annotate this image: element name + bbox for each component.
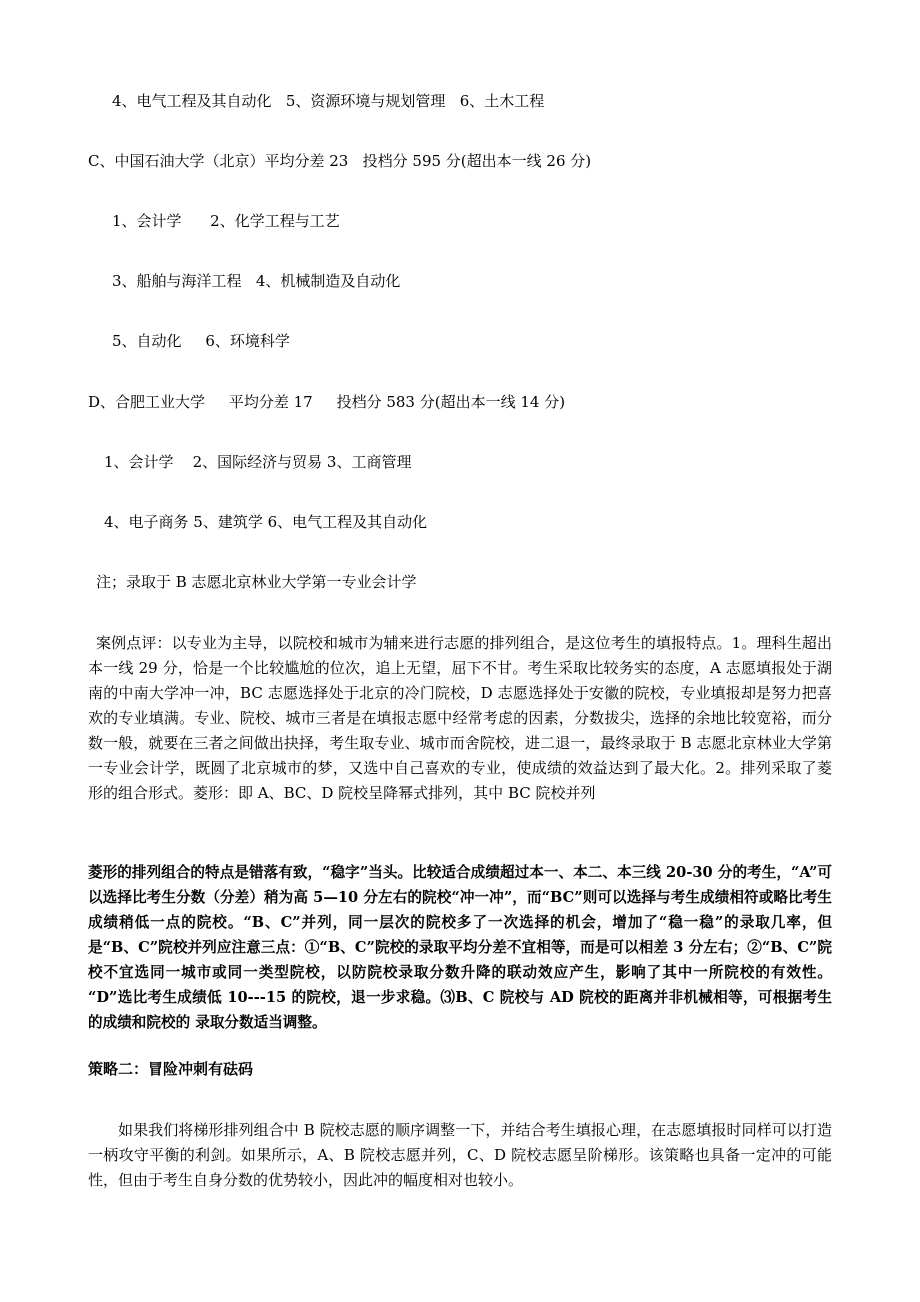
strategy-two-paragraph: 如果我们将梯形排列组合中 B 院校志愿的顺序调整一下，并结合考生填报心理，在志愿填报时同样可以打造一柄攻守平衡的利剑。如果所示，A、B 院校志愿并列，C、D 院校志愿呈阶梯形。该策略也具备一定冲的可能性，但由于考生自身分数的优势较小，因此冲的幅度相对也较小。: [88, 1121, 832, 1189]
major-list-line: 5、自动化 6、环境科学: [112, 332, 290, 350]
major-list-line: 1、会计学 2、化学工程与工艺: [112, 212, 340, 230]
major-list-line: 3、船舶与海洋工程 4、机械制造及自动化: [112, 272, 401, 290]
strategy-two-heading: 策略二：冒险冲刺有砝码: [88, 1060, 254, 1078]
case-comment-paragraph: 案例点评：以专业为主导，以院校和城市为辅来进行志愿的排列组合，是这位考生的填报特点。1。理科生超出本一线 29 分，恰是一个比较尴尬的位次，追上无望，屈下不甘。考生采取比较务实的态度，A 志愿填报处于湖南的中南大学冲一冲，BC 志愿选择处于北京的冷门院校，D 志愿选择处于安徽的院校，专业填报却是努力把喜欢的专业填满。专业、院校、城市三者是在填报志愿中经常考虑的因素，分数拔尖，选择的余地比较宽裕，而分数一般，就要在三者之间做出抉择，考生取专业、城市而舍院校，进二退一，最终录取于 B 志愿北京林业大学第一专业会计学，既圆了北京城市的梦，又选中自己喜欢的专业，使成绩的效益达到了最大化。2。排列采取了菱形的组合形式。菱形：即 A、BC、D 院校呈降幂式排列，其中 BC 院校并列: [88, 634, 832, 802]
major-list-line: 1、会计学 2、国际经济与贸易 3、工商管理: [104, 453, 412, 471]
admission-note: 注；录取于 B 志愿北京林业大学第一专业会计学: [96, 573, 417, 591]
major-list-line: 4、电子商务 5、建筑学 6、电气工程及其自动化: [104, 513, 428, 531]
diamond-arrangement-paragraph: 菱形的排列组合的特点是错落有致，“稳字”当头。比较适合成绩超过本一、本二、本三线 20-30 分的考生，“A”可以选择比考生分数（分差）稍为高 5—10 分左右的院校“冲一冲”，而“BC”则可以选择与考生成绩相符或略比考生成绩稍低一点的院校。“B、C”并列，同一层次的院校多了一次选择的机会，增加了“稳一稳”的录取几率，但是“B、C”院校并列应注意三点：①“B、C”院校的录取平均分差不宜相等，而是可以相差 3 分左右；②“B、C”院校不宜选同一城市或同一类型院校，以防院校录取分数升降的联动效应产生，影响了其中一所院校的有效性。 “D”选比考生成绩低 10---15 的院校，退一步求稳。⑶B、C 院校与 AD 院校的距离并非机械相等，可根据考生的成绩和院校的 录取分数适当调整。: [88, 864, 832, 1031]
university-d-heading: D、合肥工业大学 平均分差 17 投档分 583 分(超出本一线 14 分): [88, 393, 566, 411]
major-list-line: 4、电气工程及其自动化 5、资源环境与规划管理 6、土木工程: [112, 92, 545, 110]
university-c-heading: C、中国石油大学（北京）平均分差 23 投档分 595 分(超出本一线 26 分): [88, 152, 592, 170]
